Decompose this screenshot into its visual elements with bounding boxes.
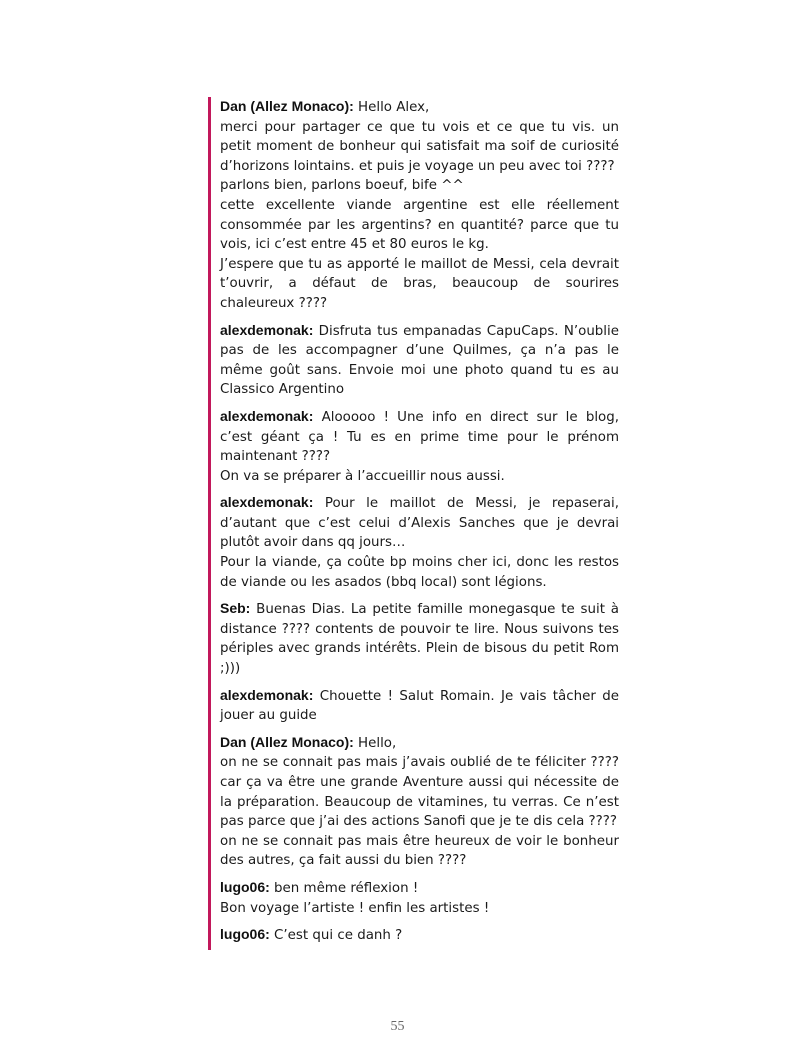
comment [220,407,619,486]
comment-text: C’est qui ce danh ? [274,928,403,944]
comment-author: alexdemonak: [220,321,314,338]
comment [220,97,619,314]
comment [220,321,619,400]
comment-author: alexdemonak: [220,407,314,424]
comment-text: Pour le maillot de Messi, je repaserai, d’autant que c’est celui d’Alexis Sanches que je devrai plutôt avoir dans qq jours… [220,496,619,551]
comment-line: On va se préparer à l’accueillir nous aussi. [220,468,505,484]
comment [220,493,619,592]
comment-line: Bon voyage l’artiste ! enfin les artistes ! [220,900,490,916]
comment-line: cette excellente viande argentine est elle réellement consommée par les argentins? en quantité? parce que tu vois, ici c’est entre 45 et 80 euros le kg. [220,197,619,253]
comment [220,733,619,871]
comment [220,686,619,726]
comment-line [220,599,619,678]
comment [220,599,619,678]
comment-line [220,925,619,946]
comment-text: Hello Alex, [358,100,430,115]
comment-line [220,686,619,726]
comment-line [220,407,619,467]
comment-line: parlons bien, parlons boeuf, bife ^^ [220,178,464,194]
comment-text: ben même réflexion ! [274,880,419,896]
comment-thread [208,97,619,950]
comment-text: Buenas Dias. La petite famille monegasque te suit à distance ???? contents de pouvoir te lire. Nous suivons tes périples avec grands intérêts. Plein de bisous du petit Rom ;))) [220,602,619,677]
page-number: 55 [390,1019,405,1034]
comment-line: J’espere que tu as apporté le maillot de Messi, cela devrait t’ouvrir, a défaut de bras, beaucoup de sourires chaleureux ???? [220,256,619,311]
comment-author: lugo06: [220,926,270,943]
comment-author: alexdemonak: [220,494,314,511]
comment-author: Dan (Allez Monaco): [220,98,354,114]
comment-text: Disfruta tus empanadas CapuCaps. N’oublie pas de les accompagner d’une Quilmes, ça n’a pas le même goût sans. Envoie moi une photo quand tu es au Classico Argentino [220,323,619,398]
comment-line [220,97,619,118]
comment-text: Hello, [358,735,397,751]
comment-line [220,493,619,553]
comment-author: alexdemonak: [220,686,314,703]
comment-line: Pour la viande, ça coûte bp moins cher ici, donc les restos de viande ou les asados (bbq local) sont légions. [220,555,619,590]
comment-line: on ne se connait pas mais être heureux de voir le bonheur des autres, ça fait aussi du bien ???? [220,833,619,869]
comment-text: Alooooo ! Une info en direct sur le blog, c’est géant ça ! Tu es en prime time pour le prénom maintenant ???? [220,409,619,465]
comment-line: on ne se connait pas mais j’avais oublié de te féliciter ???? car ça va être une grande Aventure aussi qui nécessite de la préparation. Beaucoup de vitamines, tu verras. Ce n’est pas parce que j’ai des actions Sanofi que je te dis cela ???? [220,755,619,830]
comment-line [220,878,619,899]
comment-author: lugo06: [220,878,270,895]
comment-author: Dan (Allez Monaco): [220,733,354,750]
comment-line [220,733,619,754]
comment [220,925,619,946]
comment [220,878,619,918]
comment-line [220,321,619,400]
comment-line: merci pour partager ce que tu vois et ce que tu vis. un petit moment de bonheur qui satisfait ma soif de curiosité d’horizons lointains. et puis je voyage un peu avec toi ???? [220,119,619,174]
comment-text: Chouette ! Salut Romain. Je vais tâcher de jouer au guide [220,688,619,724]
comment-author: Seb: [220,600,251,617]
